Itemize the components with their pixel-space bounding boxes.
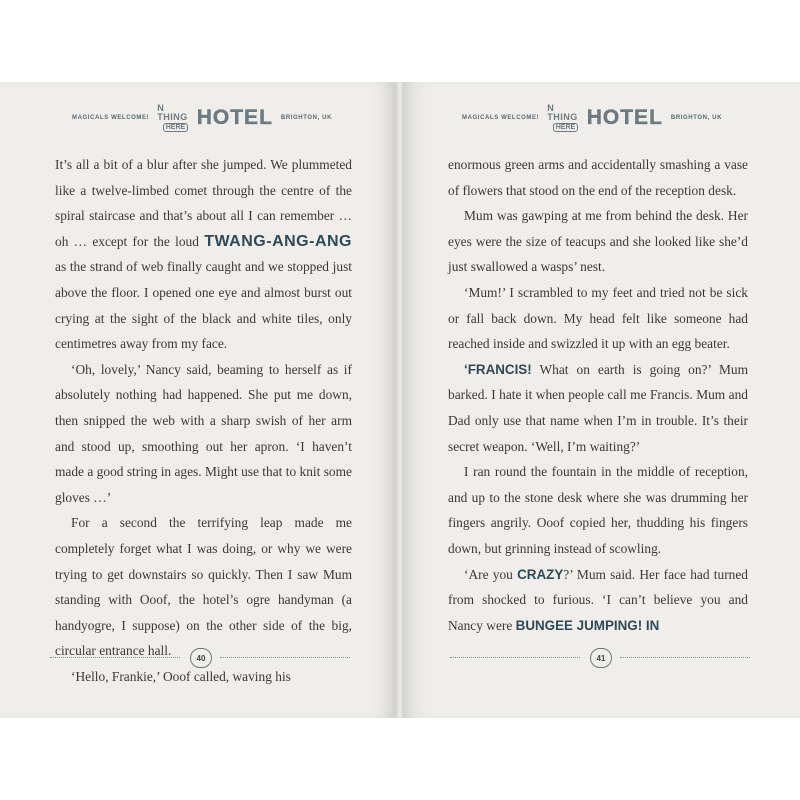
footer-rule	[620, 657, 750, 658]
paragraph: ‘Hello, Frankie,’ Ooof called, waving his	[71, 668, 291, 684]
paragraph: ‘Mum!’ I scrambled to my feet and tried not be sick or fall back down. My head felt like someone had reached inside and swizzled it up with an egg beater.	[448, 284, 748, 352]
paragraph: I ran round the fountain in the middle of reception, and up to the stone desk where she was drumming her fingers angrily. Ooof copied her, thudding his fingers down, but grinning instead of scowling.	[448, 464, 748, 556]
page-number: 41	[590, 648, 612, 668]
header-tagline-left: MAGICALS WELCOME!	[462, 115, 540, 121]
body-text	[55, 152, 352, 689]
shout-text: CRAZY	[517, 566, 564, 582]
page-number: 40	[190, 648, 212, 668]
footer-rule	[450, 657, 580, 658]
logo-nothing-text: N THING	[157, 103, 188, 122]
paragraph: ‘Are you CRAZY?’ Mum said. Her face had turned from shocked to furious. ‘I can’t believe you and Nancy were BUNGEE JUMPING! IN	[448, 566, 748, 633]
footer-rule	[220, 657, 350, 658]
hotel-logo	[547, 104, 663, 132]
footer-rule	[50, 657, 180, 658]
paragraph: ‘FRANCIS! What on earth is going on?’ Mum barked. I hate it when people call me Francis. Mum and Dad only use that name when I’m in trouble. It’s their secret weapon. ‘Well, I’m waiting?’	[448, 361, 748, 454]
page-footer	[50, 648, 350, 668]
shout-text: ‘FRANCIS!	[464, 361, 532, 377]
running-header	[462, 100, 722, 136]
logo-hotel-text: HOTEL	[196, 106, 273, 129]
running-header	[72, 100, 332, 136]
open-book	[0, 82, 800, 718]
body-text	[448, 152, 748, 638]
logo-nothing-text: N THING	[547, 103, 578, 122]
paragraph: For a second the terrifying leap made me completely forget what I was doing, or why we were trying to get downstairs so quickly. Then I saw Mum standing with Ooof, the hotel’s ogre handyman (a handyogre, I suppose) on the other side of the big, circular entrance hall.	[55, 515, 352, 659]
page-footer	[450, 648, 750, 668]
left-page	[0, 82, 398, 718]
header-tagline-right: BRIGHTON, UK	[280, 115, 332, 121]
header-tagline-left: MAGICALS WELCOME!	[72, 115, 150, 121]
paragraph: Mum was gawping at me from behind the desk. Her eyes were the size of teacups and she looked like she’d just swallowed a wasps’ nest.	[448, 208, 748, 275]
shout-text: BUNGEE JUMPING! IN	[515, 617, 660, 633]
right-page	[402, 82, 800, 718]
paragraph: ‘Oh, lovely,’ Nancy said, beaming to herself as if absolutely nothing had happened. She put me down, then snipped the web with a sharp swish of her arm and stood up, smoothing out her apron. ‘I haven’t made a good string in ages. Might use that to knit some gloves …’	[55, 361, 352, 505]
header-tagline-right: BRIGHTON, UK	[670, 115, 722, 121]
paragraph: enormous green arms and accidentally smashing a vase of flowers that stood on the end of the reception desk.	[448, 157, 748, 198]
logo-here-text: HERE	[163, 123, 188, 132]
paragraph: It’s all a bit of a blur after she jumped. We plummeted like a twelve-limbed comet through the centre of the spiral staircase and that’s about all I can remember … oh … except for the loud TWANG-ANG-ANG as the strand of web finally caught and we stopped just above the floor. I opened one eye and almost burst out crying at the sight of the black and white tiles, only centimetres away from my face.	[55, 157, 352, 352]
sound-effect-text: TWANG-ANG-ANG	[204, 232, 352, 250]
logo-here-text: HERE	[553, 123, 578, 132]
hotel-logo	[157, 104, 273, 132]
logo-hotel-text: HOTEL	[586, 106, 663, 129]
